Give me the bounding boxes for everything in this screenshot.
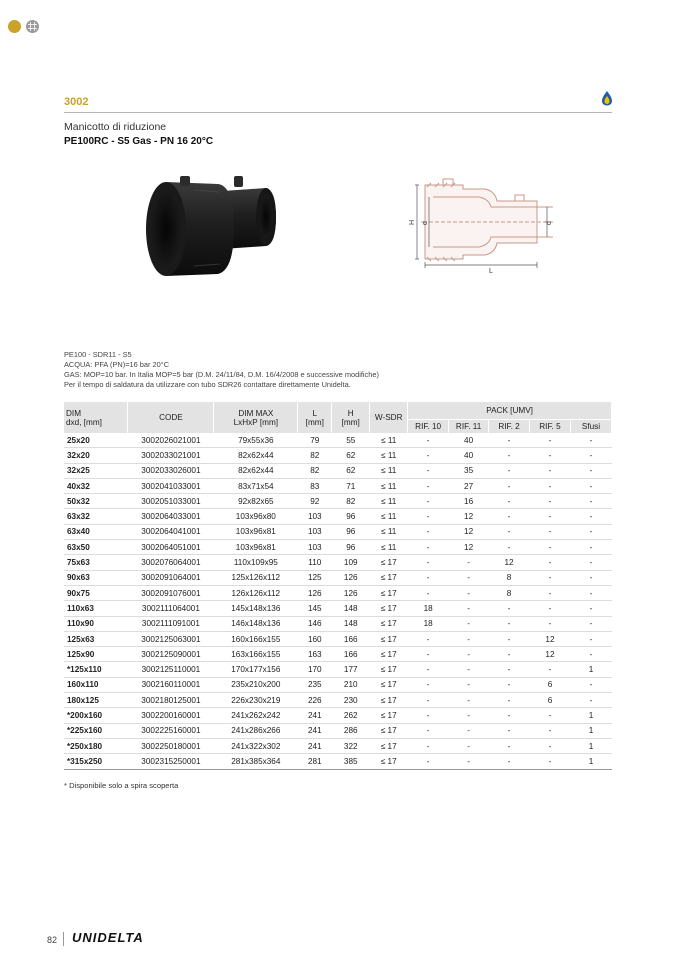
cell-code: 3002033021001 (128, 448, 214, 463)
cell-w-sdr: ≤ 17 (370, 616, 408, 631)
cell-dim-max: 82x62x44 (214, 448, 298, 463)
cell-sfusi: - (570, 585, 611, 600)
cell-dim: 40x32 (64, 478, 128, 493)
cell-l: 103 (298, 540, 332, 555)
cell-h: 166 (332, 631, 370, 646)
cell-dim-max: 235x210x200 (214, 677, 298, 692)
note-line: Per il tempo di saldatura da utilizzare con tubo SDR26 contattare direttamente Unidelta. (64, 380, 351, 389)
cell-w-sdr: ≤ 11 (370, 494, 408, 509)
cell-rif10: - (408, 540, 449, 555)
cell-dim-max: 125x126x112 (214, 570, 298, 585)
cell-rif10: - (408, 524, 449, 539)
cell-dim-max: 103x96x81 (214, 540, 298, 555)
cell-rif2: - (489, 524, 530, 539)
cell-rif11: - (449, 677, 489, 692)
cell-sfusi: - (570, 570, 611, 585)
cell-rif2: - (489, 448, 530, 463)
cell-rif10: - (408, 738, 449, 753)
cell-sfusi: - (570, 433, 611, 448)
product-spec: PE100RC - S5 Gas - PN 16 20°C (64, 136, 214, 147)
cell-w-sdr: ≤ 17 (370, 601, 408, 616)
table-body (64, 433, 612, 769)
cell-code: 3002064051001 (128, 540, 214, 555)
cell-dim-max: 83x71x54 (214, 478, 298, 493)
table-row (64, 601, 612, 616)
cell-w-sdr: ≤ 17 (370, 677, 408, 692)
cell-rif10: - (408, 494, 449, 509)
cell-rif2: 12 (489, 555, 530, 570)
cell-dim: 160x110 (64, 677, 128, 692)
note-line: PE100 - SDR11 - S5 (64, 350, 132, 359)
cell-w-sdr: ≤ 17 (370, 570, 408, 585)
cell-h: 126 (332, 585, 370, 600)
cell-dim-max: 79x55x36 (214, 433, 298, 448)
cell-code: 3002225160001 (128, 723, 214, 738)
cell-rif2: - (489, 662, 530, 677)
grid-dot-icon (26, 20, 39, 33)
cell-rif2: - (489, 708, 530, 723)
cell-sfusi: - (570, 647, 611, 662)
gas-water-flame-icon (601, 90, 613, 111)
cell-rif10: - (408, 693, 449, 708)
cell-h: 262 (332, 708, 370, 723)
cell-h: 322 (332, 738, 370, 753)
cell-rif10: - (408, 723, 449, 738)
cell-dim: 63x50 (64, 540, 128, 555)
cell-h: 210 (332, 677, 370, 692)
cell-rif11: - (449, 662, 489, 677)
cell-rif5: - (530, 662, 571, 677)
cell-h: 55 (332, 433, 370, 448)
cell-dim: *225x160 (64, 723, 128, 738)
cell-rif10: - (408, 448, 449, 463)
cell-rif10: 18 (408, 601, 449, 616)
cell-rif10: - (408, 509, 449, 524)
cell-h: 62 (332, 463, 370, 478)
cell-rif11: - (449, 570, 489, 585)
cell-sfusi: 1 (570, 662, 611, 677)
cell-w-sdr: ≤ 11 (370, 478, 408, 493)
cell-rif11: - (449, 647, 489, 662)
cell-rif2: 8 (489, 570, 530, 585)
cell-sfusi: - (570, 616, 611, 631)
cell-dim-max: 241x262x242 (214, 708, 298, 723)
cell-rif11: 12 (449, 540, 489, 555)
cell-rif2: - (489, 601, 530, 616)
cell-code: 3002111064001 (128, 601, 214, 616)
cell-rif5: - (530, 754, 571, 769)
cell-code: 3002250180001 (128, 738, 214, 753)
cell-w-sdr: ≤ 17 (370, 662, 408, 677)
cell-l: 103 (298, 524, 332, 539)
cell-dim-max: 281x385x364 (214, 754, 298, 769)
cell-rif5: - (530, 494, 571, 509)
cell-l: 145 (298, 601, 332, 616)
cell-dim: 32x20 (64, 448, 128, 463)
cell-rif5: - (530, 570, 571, 585)
column-header-code: CODE (128, 402, 214, 433)
table-row (64, 754, 612, 769)
cell-dim-max: 170x177x156 (214, 662, 298, 677)
cell-sfusi: - (570, 677, 611, 692)
cell-sfusi: - (570, 693, 611, 708)
cell-rif5: - (530, 478, 571, 493)
cell-code: 3002064041001 (128, 524, 214, 539)
cell-dim: 50x32 (64, 494, 128, 509)
product-code-heading: 3002 (64, 96, 89, 108)
table-row (64, 585, 612, 600)
cell-rif10: - (408, 647, 449, 662)
product-name: Manicotto di riduzione (64, 121, 167, 133)
brand-logo: UNIDELTA (72, 930, 144, 945)
cell-rif10: - (408, 631, 449, 646)
cell-w-sdr: ≤ 11 (370, 433, 408, 448)
table-row (64, 723, 612, 738)
cell-rif2: - (489, 463, 530, 478)
cell-rif11: - (449, 555, 489, 570)
cell-rif5: - (530, 601, 571, 616)
table-row (64, 616, 612, 631)
cell-sfusi: 1 (570, 723, 611, 738)
cell-dim-max: 241x286x266 (214, 723, 298, 738)
cell-rif10: - (408, 708, 449, 723)
cell-rif11: - (449, 631, 489, 646)
footnote: * Disponibile solo a spira scoperta (64, 781, 179, 790)
drawing-label-l: L (489, 268, 493, 275)
cell-h: 96 (332, 509, 370, 524)
table-row (64, 693, 612, 708)
cell-dim: 110x63 (64, 601, 128, 616)
column-header-pack: PACK [UMV] (408, 402, 612, 420)
cell-rif10: 18 (408, 616, 449, 631)
cell-l: 163 (298, 647, 332, 662)
cell-dim-max: 103x96x80 (214, 509, 298, 524)
cell-code: 3002125090001 (128, 647, 214, 662)
cell-rif2: - (489, 754, 530, 769)
product-photo (138, 170, 288, 290)
cell-l: 92 (298, 494, 332, 509)
cell-rif10: - (408, 677, 449, 692)
cell-rif10: - (408, 754, 449, 769)
cell-code: 3002033026001 (128, 463, 214, 478)
cell-w-sdr: ≤ 17 (370, 708, 408, 723)
cell-sfusi: - (570, 509, 611, 524)
column-header-dim: DIM dxd, [mm] (64, 402, 128, 433)
cell-w-sdr: ≤ 17 (370, 723, 408, 738)
cell-sfusi: - (570, 631, 611, 646)
cell-dim: 32x25 (64, 463, 128, 478)
cell-rif10: - (408, 478, 449, 493)
table-row (64, 478, 612, 493)
cell-rif5: - (530, 708, 571, 723)
cell-rif11: 12 (449, 524, 489, 539)
table-row (64, 448, 612, 463)
heading-rule (64, 112, 612, 113)
cell-h: 148 (332, 616, 370, 631)
table-row (64, 494, 612, 509)
cell-w-sdr: ≤ 17 (370, 738, 408, 753)
product-table (64, 402, 612, 770)
cell-sfusi: - (570, 494, 611, 509)
cell-rif11: 27 (449, 478, 489, 493)
cell-dim-max: 163x166x155 (214, 647, 298, 662)
cell-rif2: - (489, 723, 530, 738)
cell-rif11: - (449, 754, 489, 769)
cell-h: 96 (332, 524, 370, 539)
cell-code: 3002091076001 (128, 585, 214, 600)
table-row (64, 738, 612, 753)
cell-rif5: - (530, 463, 571, 478)
cell-code: 3002026021001 (128, 433, 214, 448)
cell-rif5: - (530, 433, 571, 448)
cell-sfusi: - (570, 555, 611, 570)
cell-h: 126 (332, 570, 370, 585)
cell-rif11: 16 (449, 494, 489, 509)
cell-rif10: - (408, 555, 449, 570)
cell-l: 103 (298, 509, 332, 524)
cell-rif5: - (530, 448, 571, 463)
cell-h: 286 (332, 723, 370, 738)
cell-w-sdr: ≤ 17 (370, 585, 408, 600)
cell-rif2: - (489, 677, 530, 692)
cell-rif5: - (530, 738, 571, 753)
table-row (64, 509, 612, 524)
cell-code: 3002111091001 (128, 616, 214, 631)
cell-sfusi: 1 (570, 708, 611, 723)
cell-l: 82 (298, 448, 332, 463)
cell-h: 96 (332, 540, 370, 555)
cell-sfusi: - (570, 540, 611, 555)
cell-dim-max: 110x109x95 (214, 555, 298, 570)
cell-l: 83 (298, 478, 332, 493)
cell-code: 3002091064001 (128, 570, 214, 585)
cell-l: 82 (298, 463, 332, 478)
cell-rif5: - (530, 616, 571, 631)
cell-rif2: - (489, 631, 530, 646)
cell-dim: 63x40 (64, 524, 128, 539)
cell-rif5: - (530, 555, 571, 570)
technical-drawing (405, 175, 565, 280)
column-header-h: H [mm] (332, 402, 370, 433)
cell-dim: *250x180 (64, 738, 128, 753)
cell-h: 109 (332, 555, 370, 570)
table-row (64, 555, 612, 570)
note-line: GAS: MOP=10 bar. In Italia MOP=5 bar (D.M. 24/11/84, D.M. 16/4/2008 e successive modifiche) (64, 370, 379, 379)
table-row (64, 570, 612, 585)
cell-w-sdr: ≤ 11 (370, 448, 408, 463)
table-row (64, 433, 612, 448)
cell-l: 226 (298, 693, 332, 708)
cell-sfusi: - (570, 601, 611, 616)
cell-rif10: - (408, 585, 449, 600)
cell-code: 3002315250001 (128, 754, 214, 769)
cell-dim-max: 92x82x65 (214, 494, 298, 509)
cell-l: 170 (298, 662, 332, 677)
cell-l: 125 (298, 570, 332, 585)
cell-l: 126 (298, 585, 332, 600)
column-header-l: L [mm] (298, 402, 332, 433)
cell-dim-max: 82x62x44 (214, 463, 298, 478)
cell-dim: *315x250 (64, 754, 128, 769)
cell-l: 241 (298, 708, 332, 723)
cell-code: 3002051033001 (128, 494, 214, 509)
cell-code: 3002180125001 (128, 693, 214, 708)
gold-dot-icon (8, 20, 21, 33)
cell-h: 385 (332, 754, 370, 769)
cell-w-sdr: ≤ 11 (370, 524, 408, 539)
cell-rif11: 40 (449, 448, 489, 463)
column-header-sfusi: Sfusi (570, 420, 611, 434)
cell-dim-max: 160x166x155 (214, 631, 298, 646)
cell-rif5: - (530, 524, 571, 539)
cell-h: 82 (332, 494, 370, 509)
note-line: ACQUA: PFA (PN)=16 bar 20°C (64, 360, 170, 369)
cell-rif5: - (530, 509, 571, 524)
cell-rif2: - (489, 738, 530, 753)
cell-rif2: - (489, 540, 530, 555)
column-header-rif10: RIF. 10 (408, 420, 449, 434)
cell-l: 241 (298, 738, 332, 753)
cell-h: 230 (332, 693, 370, 708)
cell-w-sdr: ≤ 17 (370, 631, 408, 646)
cell-code: 3002041033001 (128, 478, 214, 493)
cell-w-sdr: ≤ 17 (370, 693, 408, 708)
cell-dim-max: 226x230x219 (214, 693, 298, 708)
cell-code: 3002125110001 (128, 662, 214, 677)
cell-code: 3002200160001 (128, 708, 214, 723)
column-header-w-sdr: W-SDR (370, 402, 408, 433)
cell-w-sdr: ≤ 17 (370, 647, 408, 662)
cell-rif5: - (530, 723, 571, 738)
cell-rif11: 40 (449, 433, 489, 448)
column-header-rif5: RIF. 5 (530, 420, 571, 434)
cell-h: 177 (332, 662, 370, 677)
cell-rif2: - (489, 647, 530, 662)
cell-dim: 90x63 (64, 570, 128, 585)
cell-sfusi: 1 (570, 754, 611, 769)
cell-rif2: 8 (489, 585, 530, 600)
cell-sfusi: - (570, 463, 611, 478)
table-row (64, 662, 612, 677)
cell-rif2: - (489, 616, 530, 631)
cell-rif2: - (489, 478, 530, 493)
cell-rif10: - (408, 463, 449, 478)
cell-dim: 125x90 (64, 647, 128, 662)
table-row (64, 540, 612, 555)
cell-rif10: - (408, 662, 449, 677)
cell-h: 148 (332, 601, 370, 616)
cell-h: 62 (332, 448, 370, 463)
cell-rif11: - (449, 723, 489, 738)
column-header-dim-max: DIM MAX LxHxP [mm] (214, 402, 298, 433)
cell-dim: 90x75 (64, 585, 128, 600)
cell-code: 3002125063001 (128, 631, 214, 646)
cell-sfusi: - (570, 448, 611, 463)
cell-dim-max: 126x126x112 (214, 585, 298, 600)
cell-l: 241 (298, 723, 332, 738)
cell-rif11: - (449, 585, 489, 600)
table-row (64, 631, 612, 646)
cell-rif5: - (530, 585, 571, 600)
table-row (64, 463, 612, 478)
cell-l: 281 (298, 754, 332, 769)
cell-rif5: 12 (530, 631, 571, 646)
cell-dim: 25x20 (64, 433, 128, 448)
cell-w-sdr: ≤ 11 (370, 540, 408, 555)
cell-dim: 63x32 (64, 509, 128, 524)
cell-w-sdr: ≤ 17 (370, 555, 408, 570)
cell-dim: *200x160 (64, 708, 128, 723)
table-row (64, 677, 612, 692)
cell-rif5: 12 (530, 647, 571, 662)
cell-rif11: - (449, 601, 489, 616)
cell-l: 146 (298, 616, 332, 631)
cell-dim-max: 241x322x302 (214, 738, 298, 753)
cell-w-sdr: ≤ 11 (370, 463, 408, 478)
cell-l: 235 (298, 677, 332, 692)
table-row (64, 647, 612, 662)
cell-rif2: - (489, 693, 530, 708)
cell-dim: 180x125 (64, 693, 128, 708)
drawing-label-d2: d (546, 221, 553, 225)
cell-h: 166 (332, 647, 370, 662)
cell-dim: 125x63 (64, 631, 128, 646)
cell-l: 79 (298, 433, 332, 448)
table-row (64, 524, 612, 539)
column-header-rif11: RIF. 11 (449, 420, 489, 434)
column-header-rif2: RIF. 2 (489, 420, 530, 434)
cell-w-sdr: ≤ 17 (370, 754, 408, 769)
table-row (64, 708, 612, 723)
cell-sfusi: - (570, 478, 611, 493)
cell-dim-max: 146x148x136 (214, 616, 298, 631)
cell-rif5: 6 (530, 693, 571, 708)
cell-rif11: - (449, 693, 489, 708)
cell-dim: *125x110 (64, 662, 128, 677)
cell-rif11: - (449, 738, 489, 753)
cell-l: 110 (298, 555, 332, 570)
cell-rif2: - (489, 433, 530, 448)
cell-w-sdr: ≤ 11 (370, 509, 408, 524)
cell-dim: 110x90 (64, 616, 128, 631)
cell-rif5: 6 (530, 677, 571, 692)
cell-h: 71 (332, 478, 370, 493)
cell-rif10: - (408, 570, 449, 585)
page-number: 82 (47, 935, 58, 945)
drawing-label-d1: d (422, 221, 429, 225)
footer-divider (63, 932, 64, 946)
cell-sfusi: 1 (570, 738, 611, 753)
cell-rif11: 35 (449, 463, 489, 478)
cell-code: 3002076064001 (128, 555, 214, 570)
cell-rif11: - (449, 708, 489, 723)
cell-rif2: - (489, 509, 530, 524)
cell-dim-max: 103x96x81 (214, 524, 298, 539)
cell-dim-max: 145x148x136 (214, 601, 298, 616)
cell-rif2: - (489, 494, 530, 509)
cell-l: 160 (298, 631, 332, 646)
cell-rif11: - (449, 616, 489, 631)
drawing-label-h: H (409, 219, 416, 225)
cell-rif5: - (530, 540, 571, 555)
cell-sfusi: - (570, 524, 611, 539)
cell-code: 3002160110001 (128, 677, 214, 692)
cell-rif11: 12 (449, 509, 489, 524)
cell-rif10: - (408, 433, 449, 448)
cell-dim: 75x63 (64, 555, 128, 570)
cell-code: 3002064033001 (128, 509, 214, 524)
